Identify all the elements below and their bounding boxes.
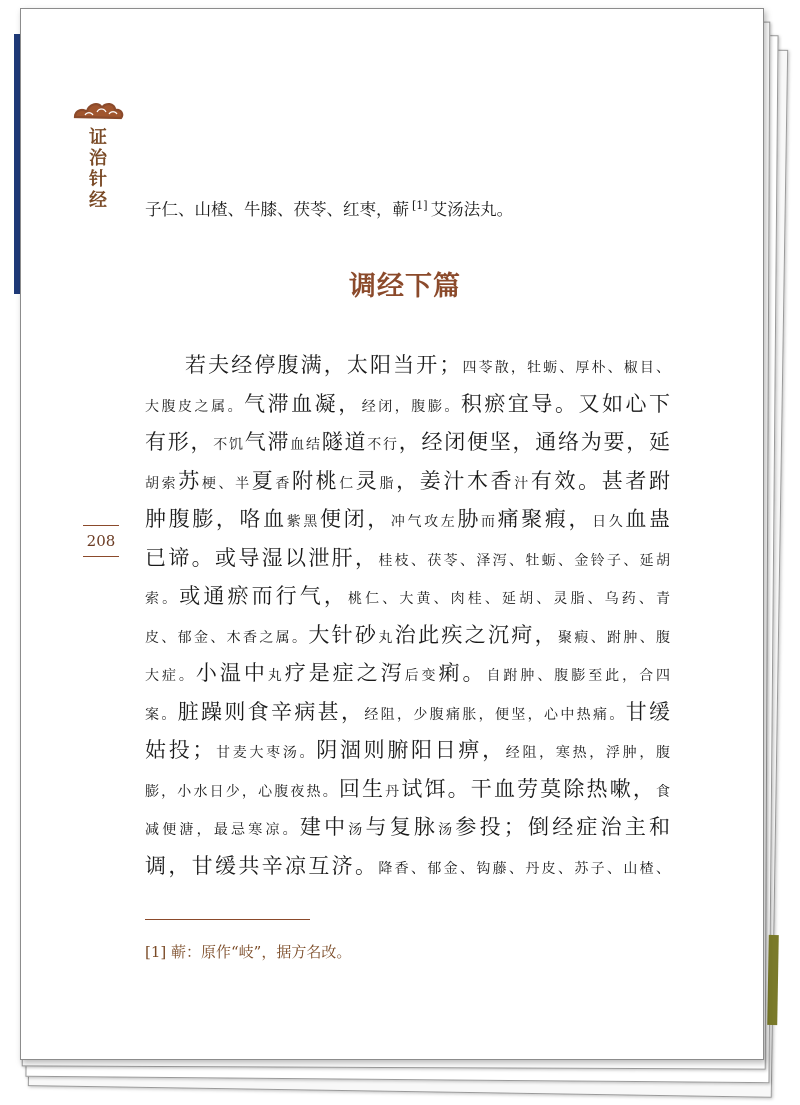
body-text-line — [145, 693, 670, 732]
main-text-run: 参投；倒经症治主和 — [455, 815, 671, 839]
body-text-line — [145, 462, 670, 501]
main-text-run: 姑投； — [145, 738, 214, 762]
main-text-run: 脏躁则食辛病甚， — [177, 699, 365, 724]
main-text-run: 肿腹膨，咯血 — [145, 507, 287, 531]
main-text-run: 阴涸则腑阳日痹， — [316, 738, 506, 762]
footnote-reference: [1] — [412, 199, 428, 212]
body-text-line — [145, 423, 670, 462]
book-edge-olive — [767, 935, 779, 1025]
main-text-run: 大针砂 — [308, 622, 379, 647]
footnote: [1] 蕲：原作“岐”，据方名改。 — [145, 943, 352, 961]
body-text-line — [145, 539, 670, 578]
annotation-text-run: 汤 — [438, 822, 456, 838]
main-text-run: 附桃 — [292, 468, 340, 493]
annotation-text-run: 紫黑 — [286, 514, 320, 530]
body-text-line — [145, 654, 670, 693]
annotation-text-run: 香 — [275, 475, 292, 492]
annotation-text-run: 丸 — [267, 668, 285, 684]
main-text-run: 建中 — [299, 815, 349, 839]
main-text-run: 有形， — [145, 430, 214, 454]
annotation-text-run: 甘麦大枣汤。 — [213, 745, 317, 761]
main-text-run: 痛聚瘕， — [497, 507, 593, 531]
main-body-text — [145, 346, 670, 885]
annotation-text-run: 丹 — [385, 783, 402, 800]
footnote-divider — [145, 919, 310, 920]
main-text-run: 调，甘缓共辛凉互济。 — [145, 853, 379, 878]
annotation-text-run: 胡索 — [145, 475, 179, 492]
annotation-text-run: 仁 — [339, 475, 356, 492]
main-text-run: ，姜汁木香 — [396, 468, 515, 493]
annotation-text-run: 经阻，寒热，浮肿，腹 — [505, 745, 671, 761]
main-text-run: 治此疾之沉疴， — [394, 622, 559, 647]
section-title: 调经下篇 — [349, 271, 461, 302]
main-text-run: 便闭， — [320, 507, 391, 531]
annotation-text-run: 索。 — [145, 591, 180, 607]
annotation-text-run: 桃仁、大黄、肉桂、延胡、灵脂、乌药、青 — [348, 591, 671, 607]
main-text-run: 已谛。或导湿以泄肝， — [145, 545, 379, 570]
annotation-text-run: 脂 — [379, 475, 397, 492]
main-text-run: 隧道 — [321, 430, 368, 454]
annotation-text-run: 而 — [481, 514, 498, 530]
main-text-run: 苏 — [178, 468, 202, 493]
main-text-run: 夏 — [251, 468, 276, 493]
annotation-text-run: 血结 — [290, 437, 322, 453]
continued-text-before: 子仁、山楂、牛膝、茯苓、红枣，蕲 — [145, 200, 409, 219]
annotation-text-run: 桂枝、茯苓、泽泻、牡蛎、金铃子、延胡 — [378, 552, 671, 569]
annotation-text-run: 经阻，少腹痛胀，便坚，心中热痛。 — [364, 706, 626, 723]
annotation-text-run: 丸 — [378, 629, 395, 646]
annotation-text-run: 膨，小水日少，心腹夜热。 — [145, 783, 339, 800]
body-text-line — [145, 731, 670, 770]
body-text-line — [145, 500, 670, 539]
page-number: 208 — [83, 525, 119, 557]
main-text-run: 气滞血凝， — [244, 391, 362, 416]
annotation-text-run: 大腹皮之属。 — [145, 398, 245, 415]
body-text-line — [145, 770, 670, 809]
main-text-run: 血蛊 — [625, 507, 670, 531]
main-text-run: ，经闭便坚，通络为要，延 — [398, 430, 670, 454]
main-text-run: 或通瘀而行气， — [179, 584, 349, 608]
annotation-text-run: 冲气攻左 — [390, 514, 458, 530]
running-book-title: 证 治 针 经 — [89, 127, 107, 211]
main-text-run: 积瘀宜导。又如心下 — [460, 391, 671, 416]
annotation-text-run: 汁 — [514, 475, 531, 492]
annotation-text-run: 皮、郁金、木香之属。 — [145, 629, 309, 646]
annotation-text-run: 四苓散，牡蛎、厚朴、椒目、 — [460, 360, 670, 376]
annotation-text-run: 食 — [656, 783, 671, 800]
annotation-text-run: 减便溏，最忌寒凉。 — [145, 822, 300, 838]
annotation-text-run: 梗、半 — [201, 475, 252, 492]
annotation-text-run: 大症。 — [145, 668, 196, 684]
annotation-text-run: 不行 — [367, 437, 399, 453]
main-text-run: 甘缓 — [625, 699, 671, 724]
body-text-line — [145, 847, 670, 886]
auspicious-cloud-icon — [71, 95, 127, 123]
main-text-run: 痢。 — [438, 661, 487, 685]
continued-text-line — [145, 191, 665, 225]
body-text-line — [145, 385, 670, 424]
annotation-text-run: 日久 — [592, 514, 626, 530]
annotation-text-run: 聚瘕、跗肿、腹 — [558, 629, 671, 646]
annotation-text-run: 降香、郁金、钩藤、丹皮、苏子、山楂、 — [378, 860, 671, 877]
annotation-text-run: 自跗肿、腹膨至此，合四 — [486, 668, 671, 684]
main-text-run: 回生 — [338, 776, 386, 801]
main-text-run: 胁 — [457, 507, 481, 531]
main-text-run: 与复脉 — [365, 815, 439, 839]
main-text-run: 小温中 — [195, 661, 268, 685]
body-text-line — [145, 808, 670, 847]
continued-text-after: 艾汤法丸。 — [430, 200, 514, 219]
body-text-line — [145, 346, 670, 385]
annotation-text-run: 不饥 — [213, 437, 245, 453]
main-text-run: 若夫经停腹满，太阳当开； — [185, 353, 461, 377]
body-text-line — [145, 577, 670, 616]
main-text-run: 试饵。干血劳莫除热嗽， — [401, 776, 657, 801]
annotation-text-run: 汤 — [348, 822, 366, 838]
main-text-run: 有效。甚者跗 — [530, 468, 670, 493]
main-text-run: 疗是症之泻 — [284, 661, 405, 685]
annotation-text-run: 案。 — [145, 706, 178, 723]
annotation-text-run: 经闭，腹膨。 — [361, 398, 461, 415]
annotation-text-run: 后变 — [404, 668, 439, 684]
body-text-line — [145, 616, 670, 655]
main-text-run: 气滞 — [244, 430, 291, 454]
book-page — [20, 8, 764, 1060]
main-text-run: 灵 — [355, 468, 380, 493]
